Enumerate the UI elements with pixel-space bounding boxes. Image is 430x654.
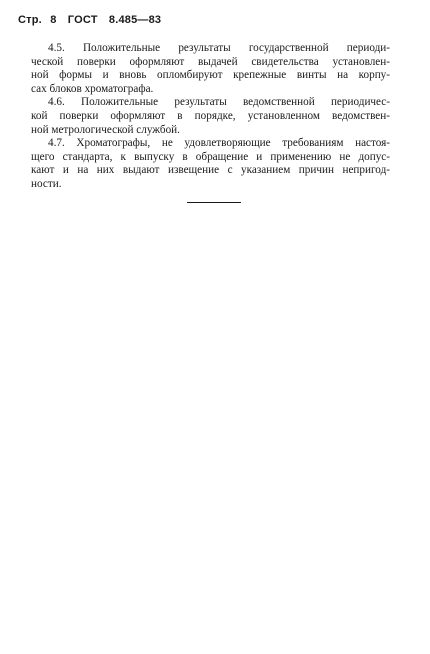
paragraph-line: ческой поверки оформляют выдачей свидетельства установлен- [31, 55, 390, 68]
paragraph-line: кой поверки оформляют в порядке, установленном ведомствен- [31, 109, 390, 122]
section-end-rule [187, 202, 241, 203]
paragraph-line: сах блоков хроматографа. [31, 82, 154, 95]
page-prefix: Стр. [18, 14, 42, 26]
paragraph-line: щего стандарта, к выпуску в обращение и применению не допус- [31, 150, 390, 163]
paragraph-line: 4.7. Хроматографы, не удовлетворяющие требованиям настоя- [48, 137, 390, 150]
paragraph-line: ной метрологической службой. [31, 123, 180, 136]
document-body [31, 42, 390, 192]
paragraph-line: кают и на них выдают извещение с указанием причин непригод- [31, 164, 390, 177]
standard-number: 8.485—83 [108, 14, 162, 26]
paragraph-line: ной формы и вновь опломбируют крепежные винты на корпу- [31, 69, 390, 82]
paragraph-line: ности. [31, 177, 62, 190]
page-header [18, 14, 161, 26]
paragraph-line: 4.5. Положительные результаты государственной периоди- [48, 42, 390, 54]
page-number: 8 [50, 14, 57, 26]
paragraph-line: 4.6. Положительные результаты ведомственной периодичес- [48, 96, 390, 109]
standard-label: ГОСТ [67, 14, 98, 26]
paragraph-4-7 [31, 137, 390, 191]
paragraph-4-6 [31, 96, 390, 137]
paragraph-4-5 [31, 42, 390, 96]
